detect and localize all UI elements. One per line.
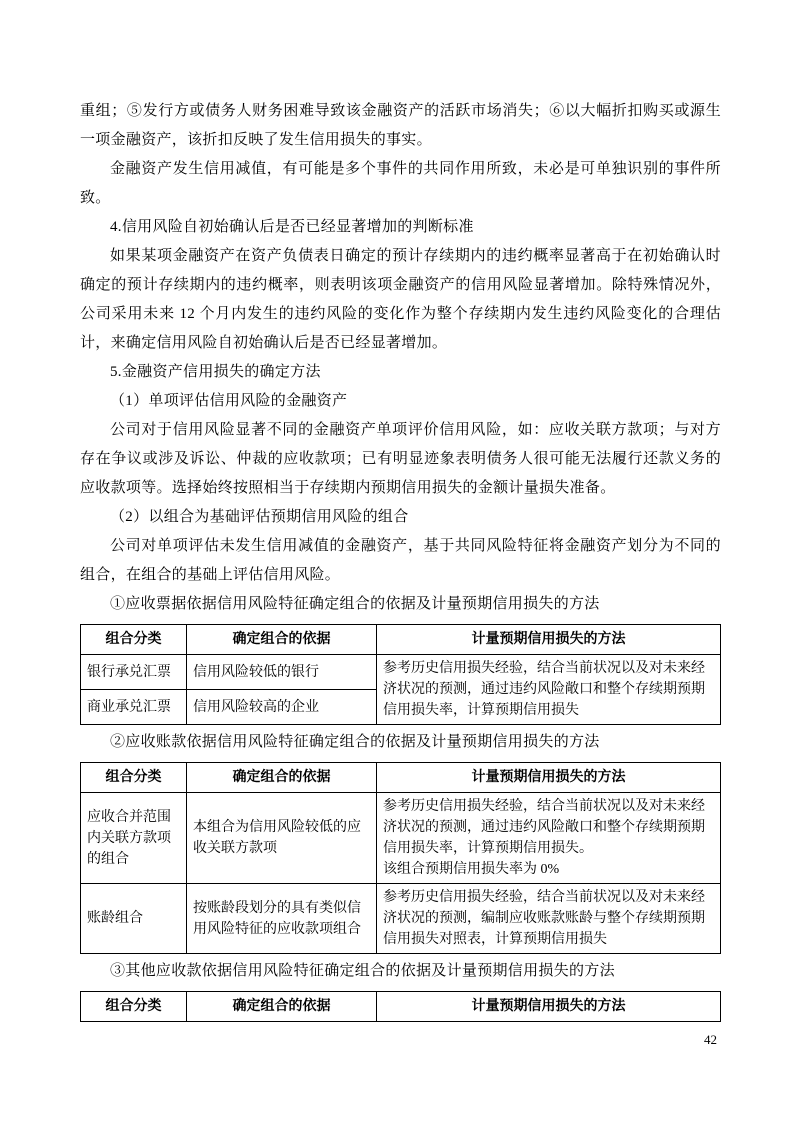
header-cell-method: 计量预期信用损失的方法 xyxy=(377,763,721,793)
bills-receivable-table-caption: ①应收票据依据信用风险特征确定组合的依据及计量预期信用损失的方法 xyxy=(110,596,600,612)
page-number: 42 xyxy=(704,1032,717,1047)
cell-basis: 本组合为信用风险较低的应收关联方款项 xyxy=(187,793,377,884)
method-note-text: 该组合预期信用损失率为 0% xyxy=(383,862,560,877)
table-row xyxy=(81,884,721,954)
accounts-receivable-table xyxy=(80,762,721,954)
cell-basis: 按账龄段划分的具有类似信用风险特征的应收款项组合 xyxy=(187,884,377,954)
header-cell-category: 组合分类 xyxy=(81,625,187,655)
header-cell-basis: 确定组合的依据 xyxy=(187,625,377,655)
body-paragraph: 公司对于信用风险显著不同的金融资产单项评价信用风险，如：应收关联方款项；与对方存在争议或涉及诉讼、仲裁的应收款项；已有明显迹象表明债务人很可能无法履行还款义务的应收款项等。选择始终按照相当于存续期内预期信用损失的金额计量损失准备。 xyxy=(80,422,721,496)
header-cell-category: 组合分类 xyxy=(81,992,187,1022)
section-heading-4: 4.信用风险自初始确认后是否已经显著增加的判断标准 xyxy=(110,219,474,235)
header-cell-category: 组合分类 xyxy=(81,763,187,793)
other-receivables-table xyxy=(80,991,721,1022)
table-row xyxy=(81,793,721,884)
table-header-row xyxy=(81,763,721,793)
accounts-receivable-table-caption: ②应收账款依据信用风险特征确定组合的依据及计量预期信用损失的方法 xyxy=(110,734,600,750)
bills-receivable-table xyxy=(80,624,721,725)
header-cell-method: 计量预期信用损失的方法 xyxy=(377,625,721,655)
header-cell-basis: 确定组合的依据 xyxy=(187,763,377,793)
cell-basis: 信用风险较低的银行 xyxy=(187,655,377,690)
subsection-heading-1: （1）单项评估信用风险的金融资产 xyxy=(110,393,348,409)
header-cell-method: 计量预期信用损失的方法 xyxy=(377,992,721,1022)
table-header-row xyxy=(81,992,721,1022)
cell-method xyxy=(377,793,721,884)
table-header-row xyxy=(81,625,721,655)
cell-category: 应收合并范围内关联方款项的组合 xyxy=(81,793,187,884)
cell-category: 商业承兑汇票 xyxy=(81,690,187,725)
header-cell-basis: 确定组合的依据 xyxy=(187,992,377,1022)
subsection-heading-2: （2）以组合为基础评估预期信用风险的组合 xyxy=(110,509,409,525)
body-paragraph: 如果某项金融资产在资产负债表日确定的预计存续期内的违约概率显著高于在初始确认时确定的预计存续期内的违约概率，则表明该项金融资产的信用风险显著增加。除特殊情况外，公司采用未来 12 个月内发生的违约风险的变化作为整个存续期内发生违约风险变化的合理估计，来确定信用风险自初始确认后是否已经显著增加。 xyxy=(80,248,721,351)
body-paragraph: 金融资产发生信用减值，有可能是多个事件的共同作用所致，未必是可单独识别的事件所致。 xyxy=(80,161,721,206)
cell-category: 账龄组合 xyxy=(81,884,187,954)
body-paragraph: 公司对单项评估未发生信用减值的金融资产，基于共同风险特征将金融资产划分为不同的组合，在组合的基础上评估信用风险。 xyxy=(80,538,721,583)
cell-method-merged: 参考历史信用损失经验，结合当前状况以及对未来经济状况的预测，通过违约风险敞口和整个存续期预期信用损失率，计算预期信用损失 xyxy=(377,655,721,725)
other-receivables-table-caption: ③其他应收款依据信用风险特征确定组合的依据及计量预期信用损失的方法 xyxy=(110,963,615,979)
section-heading-5: 5.金融资产信用损失的确定方法 xyxy=(110,364,321,380)
method-text: 参考历史信用损失经验，结合当前状况以及对未来经济状况的预测，编制应收账款账龄与整个存续期预期信用损失对照表，计算预期信用损失 xyxy=(383,890,705,947)
cell-category: 银行承兑汇票 xyxy=(81,655,187,690)
method-text: 参考历史信用损失经验，结合当前状况以及对未来经济状况的预测，通过违约风险敞口和整个存续期预期信用损失率，计算预期信用损失。 xyxy=(383,799,705,856)
body-paragraph-continuation: 重组；⑤发行方或债务人财务困难导致该金融资产的活跃市场消失；⑥以大幅折扣购买或源生一项金融资产，该折扣反映了发生信用损失的事实。 xyxy=(80,103,721,148)
cell-method xyxy=(377,884,721,954)
cell-basis: 信用风险较高的企业 xyxy=(187,690,377,725)
table-row xyxy=(81,655,721,690)
